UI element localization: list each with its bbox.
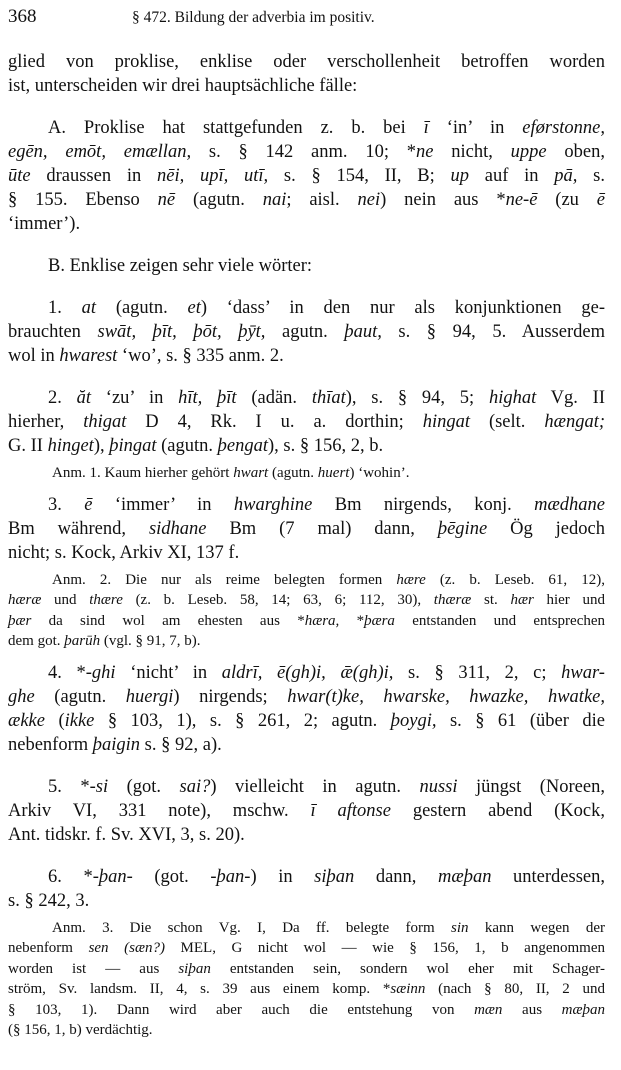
text-line (8, 320, 605, 344)
text-run: ‘nicht’ in (115, 662, 222, 683)
italic-word-form: swāt, þīt, þōt, þȳt, (97, 322, 266, 342)
italic-word-form: nē (157, 190, 176, 210)
italic-word-form: þan- (216, 866, 251, 887)
text-run: § 103, 1). Dann wird aber auch die entstehung von (8, 1001, 475, 1018)
italic-word-form: hwarest (59, 346, 118, 366)
text-line (8, 434, 605, 458)
text-line (8, 685, 605, 709)
text-line (8, 959, 605, 980)
text-run: ), (93, 436, 110, 456)
text-run: nebenform (8, 940, 89, 956)
page-header (8, 6, 605, 32)
italic-word-form: hæræ (8, 592, 42, 608)
italic-word-form: siþan (178, 960, 211, 977)
italic-word-form: et (187, 298, 201, 318)
italic-word-form: mæþan (561, 1001, 606, 1018)
italic-word-form: nei (357, 190, 381, 210)
text-line (8, 188, 605, 212)
italic-word-form: ghi (91, 662, 116, 683)
text-run: agutn. (265, 322, 345, 342)
paragraph (8, 493, 605, 565)
text-run: ) nirgends; (173, 686, 288, 707)
italic-word-form: hæra, (304, 612, 340, 629)
text-run: aus (502, 1001, 562, 1018)
text-run: s. § 154, II, B; (268, 166, 451, 186)
text-run: oben, (546, 142, 606, 162)
text-line (8, 344, 605, 368)
paragraph (8, 116, 605, 236)
italic-word-form: ikke (64, 710, 95, 731)
italic-word-form: þan- (98, 866, 133, 887)
text-run: 2. (48, 388, 77, 408)
italic-word-form: sidhane (148, 518, 207, 539)
text-run: (nach § 80, II, 2 und (425, 981, 605, 997)
text-run: dem got. (8, 633, 65, 649)
text-line (8, 979, 605, 1000)
text-line (8, 661, 605, 685)
text-run: MEL, G nicht wol — wie § 156, 1, b angenommen (164, 940, 605, 956)
text-run: ist, unterscheiden wir drei hauptsächliche fälle: (8, 76, 358, 96)
text-run: glied von proklise, enklise oder verschollenheit betroffen worden (8, 52, 605, 72)
text-run: (agutn. (96, 298, 188, 318)
text-run: gestern abend (Kock, (390, 800, 605, 821)
italic-word-form: þaigin (92, 734, 141, 755)
text-run: ‘wo’, s. § 335 anm. 2. (117, 346, 284, 366)
text-run: unterdessen, (491, 866, 606, 887)
text-run: (got. (108, 776, 180, 797)
italic-word-form: þarūh (64, 633, 101, 649)
text-run: 1. (48, 298, 82, 318)
italic-word-form: thære (89, 592, 123, 608)
italic-word-form: mæn (474, 1001, 503, 1018)
italic-word-form: þær (8, 612, 32, 629)
text-line (8, 590, 605, 611)
text-line (8, 116, 605, 140)
text-run: ), s. § 156, 2, b. (268, 436, 384, 456)
italic-word-form: þēgine (437, 518, 488, 539)
text-line (8, 865, 605, 889)
text-run: (adän. (236, 388, 312, 408)
text-line (8, 709, 605, 733)
text-run: Anm. 2. Die nur als reime belegten formen (52, 571, 397, 588)
text-line (8, 938, 605, 959)
italic-word-form: huert (317, 465, 350, 481)
text-run: 3. (48, 494, 85, 515)
italic-word-form: egēn, (8, 142, 48, 162)
text-run: Vg. II (536, 388, 605, 408)
text-run: (z. b. Leseb. 58, 14; 63, 6; 112, 30), (122, 592, 434, 608)
text-line (8, 733, 605, 757)
italic-word-form: hīt, þīt (178, 388, 237, 408)
text-run: s. § 242, 3. (8, 890, 90, 911)
text-run: ) vielleicht in agutn. (210, 776, 420, 797)
text-run: kann wegen der (468, 919, 605, 936)
italic-word-form: ūte (8, 166, 31, 186)
text-run: ) nein aus * (380, 190, 506, 210)
text-run: ; aisl. (286, 190, 358, 210)
italic-word-form: hingat (422, 412, 471, 432)
italic-word-form: nēi, upī, utī, (156, 166, 269, 186)
italic-word-form: ē (84, 494, 93, 515)
italic-word-form: þæra (364, 612, 395, 629)
paragraph (8, 865, 605, 913)
text-line (8, 775, 605, 799)
italic-word-form: hinget (47, 436, 94, 456)
text-run: draussen in (30, 166, 157, 186)
italic-word-form: mæþan (438, 866, 492, 887)
text-run: B. Enklise zeigen sehr viele wörter: (48, 256, 313, 276)
text-run: hier und (533, 592, 605, 608)
text-line (8, 254, 605, 278)
text-run: ‘in’ in (428, 118, 523, 138)
text-run: (z. b. Leseb. 61, 12), (425, 571, 606, 588)
text-run: D 4, Rk. I u. a. dorthin; (126, 412, 423, 432)
text-run: ) in (250, 866, 315, 887)
text-run: worden ist — aus (8, 960, 179, 977)
text-run: (vgl. § 91, 7, b). (100, 633, 201, 649)
text-line (8, 918, 605, 939)
text-line (8, 1000, 605, 1021)
text-run: Anm. 1. Kaum hierher gehört (52, 465, 234, 481)
italic-word-form: hwar(t)ke, hwarske, hwazke, hwatke, (287, 686, 605, 707)
paragraph (8, 661, 605, 757)
italic-word-form: þaut, (344, 322, 382, 342)
italic-word-form: eførstonne, (522, 118, 605, 138)
italic-word-form: sen (sæn?) (88, 940, 165, 956)
text-run: s. § 92, a). (140, 734, 222, 755)
text-line (8, 570, 605, 591)
text-run: Bm während, (8, 518, 149, 539)
italic-word-form: hær (510, 592, 534, 608)
italic-word-form: þoygi, (390, 710, 437, 731)
italic-word-form: thīat (311, 388, 346, 408)
paragraph (8, 50, 605, 98)
italic-word-form: sai? (179, 776, 211, 797)
text-run: dann, (354, 866, 439, 887)
text-run: Anm. 3. Die schon Vg. I, Da ff. belegte form (52, 919, 452, 936)
italic-word-form: þingat (109, 436, 157, 456)
text-line (8, 823, 605, 847)
text-run: s. § 94, 5. Ausserdem (381, 322, 605, 342)
text-run: entstanden und entsprechen (394, 612, 606, 629)
italic-word-form: ē (596, 190, 605, 210)
text-run: (selt. (470, 412, 545, 432)
text-line (8, 296, 605, 320)
text-line (8, 541, 605, 565)
italic-word-form: nussi (419, 776, 458, 797)
text-line (8, 889, 605, 913)
text-run: ‘immer’ in (92, 494, 234, 515)
italic-word-form: at (81, 298, 97, 318)
text-line (8, 164, 605, 188)
italic-word-form: uppe (510, 142, 547, 162)
text-run: (agutn. (156, 436, 218, 456)
italic-word-form: hwart (233, 465, 269, 481)
italic-word-form: emællan, (123, 142, 192, 162)
italic-word-form: highat (488, 388, 537, 408)
text-run: § 155. Ebenso (8, 190, 158, 210)
italic-word-form: hængat; (544, 412, 605, 432)
text-run: G. II (8, 436, 48, 456)
text-run: (zu (537, 190, 597, 210)
italic-word-form: up (450, 166, 470, 186)
annotation-paragraph (8, 570, 605, 652)
text-run: Ant. tidskr. f. Sv. XVI, 3, s. 20). (8, 824, 245, 845)
text-run: Ög jedoch (487, 518, 605, 539)
italic-word-form: ghe (8, 686, 35, 707)
italic-word-form: ne (416, 142, 434, 162)
text-line (8, 799, 605, 823)
text-run: s. (577, 166, 605, 186)
text-run: § 103, 1), s. § 261, 2; agutn. (94, 710, 391, 731)
text-run (106, 142, 124, 162)
text-run: A. Proklise hat stattgefunden z. b. bei (48, 118, 424, 138)
italic-word-form: ī (423, 118, 429, 138)
page-body (8, 50, 605, 1041)
italic-word-form: ne-ē (505, 190, 538, 210)
text-run: ( (44, 710, 65, 731)
italic-word-form: aldrī, ē(gh)i, ǣ(gh)i, (221, 662, 394, 683)
italic-word-form: hære (396, 571, 426, 588)
italic-word-form: pā, (554, 166, 578, 186)
italic-word-form: hwarghine (233, 494, 313, 515)
text-run: entstanden sein, sondern wol eher mit Schager- (210, 960, 605, 977)
text-run: nebenform (8, 734, 93, 755)
text-line (8, 517, 605, 541)
text-run: und (41, 592, 90, 608)
text-run: auf in (469, 166, 555, 186)
text-run: brauchten (8, 322, 98, 342)
text-run: (agutn. (34, 686, 126, 707)
text-run: (agutn. (175, 190, 263, 210)
page-number: 368 (8, 6, 37, 27)
text-run: (agutn. (268, 465, 318, 481)
text-run: ‘zu’ in (91, 388, 179, 408)
text-line (8, 463, 605, 484)
text-line (8, 386, 605, 410)
text-run: wol in (8, 346, 60, 366)
text-run: 6. *- (48, 866, 99, 887)
text-line (8, 611, 605, 632)
paragraph (8, 386, 605, 458)
text-run: Bm nirgends, konj. (312, 494, 535, 515)
text-line (8, 631, 605, 652)
text-run: ) ‘wohin’. (349, 465, 410, 481)
text-run: (got. - (132, 866, 217, 887)
text-run: ), s. § 94, 5; (345, 388, 489, 408)
text-run: da sind wol am ehesten aus * (31, 612, 305, 629)
text-run: jüngst (Noreen, (457, 776, 605, 797)
italic-word-form: ække (8, 710, 45, 731)
italic-word-form: nai (262, 190, 287, 210)
italic-word-form: sin (451, 919, 469, 936)
text-run: s. § 61 (über die (436, 710, 605, 731)
text-line (8, 74, 605, 98)
text-line (8, 140, 605, 164)
annotation-paragraph (8, 463, 605, 484)
running-title: § 472. Bildung der adverbia im positiv. (132, 9, 375, 26)
italic-word-form: sæinn (390, 981, 426, 997)
text-run: 5. *- (48, 776, 96, 797)
text-run: 4. *- (48, 662, 92, 683)
text-line (8, 410, 605, 434)
text-line (8, 50, 605, 74)
italic-word-form: huergi (125, 686, 174, 707)
text-line (8, 212, 605, 236)
paragraph (8, 775, 605, 847)
text-run: s. § 142 anm. 10; * (191, 142, 416, 162)
italic-word-form: hwar- (561, 662, 605, 683)
text-run (48, 142, 66, 162)
italic-word-form: ăt (76, 388, 92, 408)
text-run: Bm (7 mal) dann, (206, 518, 438, 539)
italic-word-form: ī aftonse (310, 800, 391, 821)
italic-word-form: thæræ (433, 592, 472, 608)
text-run: * (339, 612, 365, 629)
text-run: ström, Sv. landsm. II, 4, s. 39 aus einem komp. * (8, 981, 391, 997)
italic-word-form: siþan (314, 866, 355, 887)
text-run: (§ 156, 1, b) verdächtig. (8, 1022, 153, 1038)
text-run: Arkiv VI, 331 note), mschw. (8, 800, 311, 821)
paragraph (8, 296, 605, 368)
italic-word-form: mædhane (534, 494, 605, 515)
italic-word-form: þengat (217, 436, 269, 456)
italic-word-form: emōt, (65, 142, 106, 162)
italic-word-form: si (95, 776, 109, 797)
paragraph (8, 254, 605, 278)
text-run: nicht; s. Kock, Arkiv XI, 137 f. (8, 542, 240, 563)
text-run: hierher, (8, 412, 84, 432)
italic-word-form: thigat (83, 412, 127, 432)
text-run: nicht, (433, 142, 511, 162)
text-run: st. (471, 592, 511, 608)
text-line (8, 493, 605, 517)
text-line (8, 1020, 605, 1041)
text-run: ‘immer’). (8, 214, 81, 234)
text-run: ) ‘dass’ in den nur als konjunktionen ge- (200, 298, 606, 318)
annotation-paragraph (8, 918, 605, 1041)
text-run: s. § 311, 2, c; (393, 662, 562, 683)
